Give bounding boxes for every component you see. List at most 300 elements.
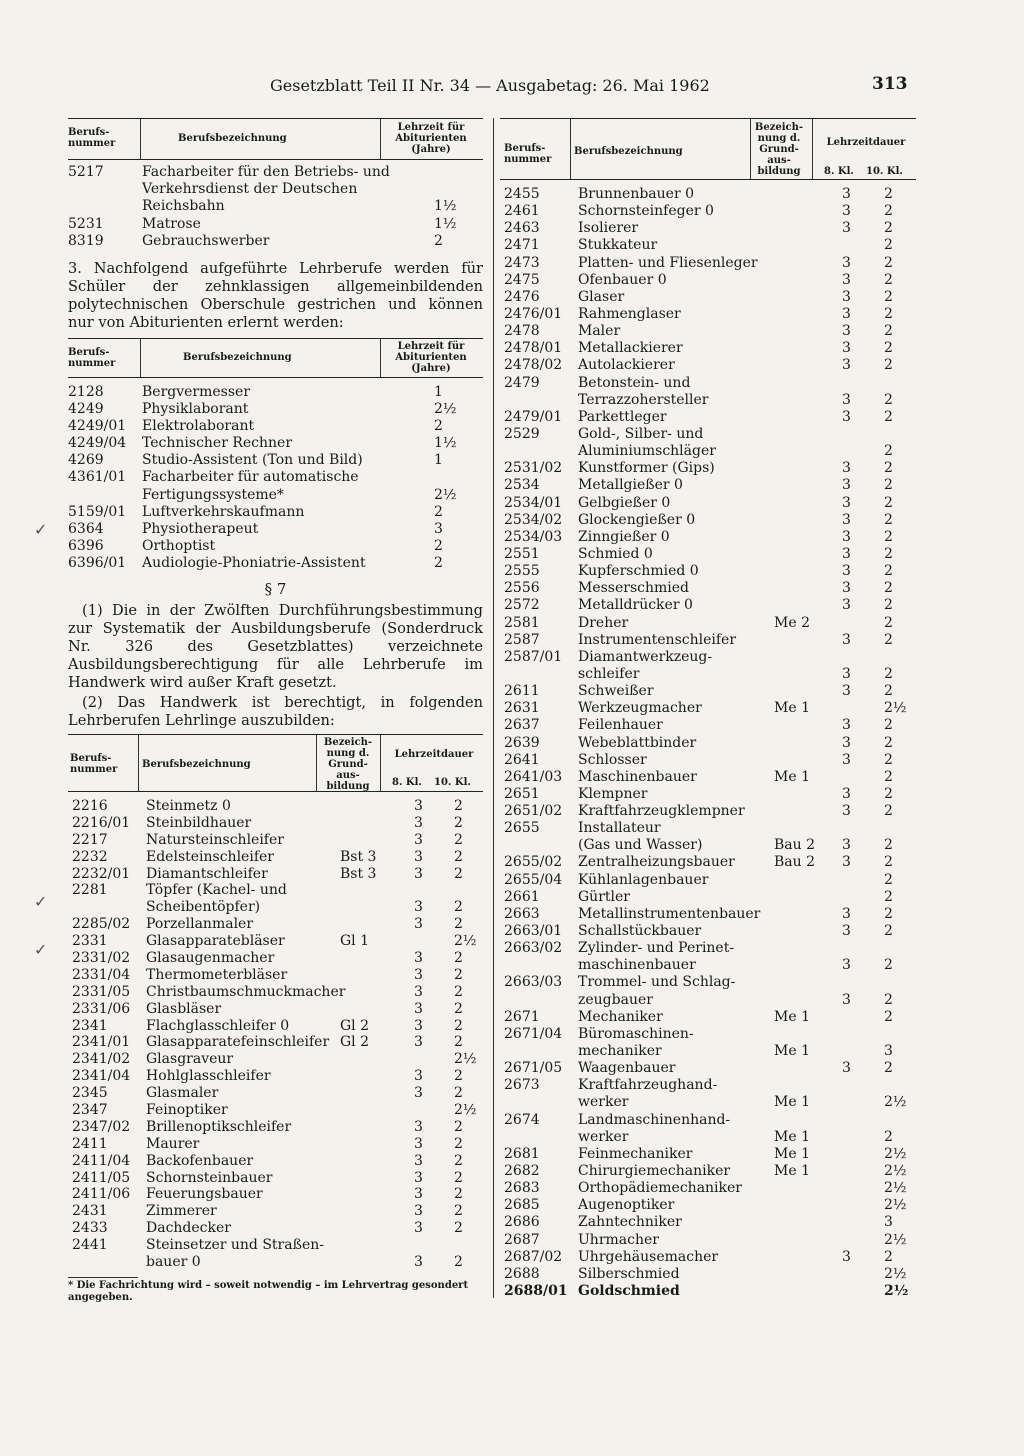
table1-col-nr: Berufs-nummer xyxy=(68,127,116,149)
row-8-klasse: 3 xyxy=(842,734,851,751)
row-name: Feilenhauer xyxy=(578,717,663,734)
row-8-klasse: 3 xyxy=(842,494,851,511)
row-number: 6396/01 xyxy=(68,554,127,571)
row-number: 2556 xyxy=(504,580,540,597)
row-8-klasse: 3 xyxy=(842,854,851,871)
table-row xyxy=(500,1146,916,1163)
row-10-klasse: 2 xyxy=(884,460,893,477)
row-8-klasse: 3 xyxy=(842,1060,851,1077)
row-name: Maschinenbauer xyxy=(578,768,697,785)
row-grundausbildung: Bau 2 xyxy=(774,854,816,871)
row-name: Büromaschinen- xyxy=(578,1025,694,1042)
table-row xyxy=(500,597,916,614)
row-name: maschinenbauer xyxy=(578,957,696,974)
table-row xyxy=(500,1180,916,1197)
row-name: Bergvermesser xyxy=(142,383,251,400)
table-row xyxy=(500,203,916,220)
table-row xyxy=(500,1214,916,1231)
row-grundausbildung: Me 1 xyxy=(774,1008,810,1025)
row-number: 2341/02 xyxy=(72,1051,131,1068)
row-10-klasse: 2 xyxy=(454,1118,463,1135)
row-name: Metallackierer xyxy=(578,340,683,357)
section-7-paragraph-1: (1) Die in der Zwölften Durchführungsbestimmung zur Systematik der Ausbildungsberufe (Sonderdruck Nr. 326 des Gesetzblattes) verzeichnete Ausbildungsberechtigung für alle Lehrberufe im Handwerk wird außer Kraft gesetzt. xyxy=(68,601,483,691)
row-10-klasse: 2 xyxy=(884,203,893,220)
row-number: 2476 xyxy=(504,288,540,305)
row-10-klasse: 2 xyxy=(884,1128,893,1145)
table-row xyxy=(500,340,916,357)
row-name: Metallinstrumentenbauer xyxy=(578,905,761,922)
row-number: 2232/01 xyxy=(72,865,131,882)
row-8-klasse: 3 xyxy=(842,408,851,425)
row-name: Schornsteinbauer xyxy=(146,1169,273,1186)
row-10-klasse: 2 xyxy=(884,1008,893,1025)
row-number: 2478/01 xyxy=(504,340,563,357)
row-10-klasse: 2 xyxy=(884,340,893,357)
row-name: Gold-, Silber- und xyxy=(578,425,704,442)
row-number: 2641/03 xyxy=(504,768,563,785)
table3-col-nr: Berufs-nummer xyxy=(70,752,118,775)
row-8-klasse: 3 xyxy=(842,340,851,357)
row-8-klasse: 3 xyxy=(842,305,851,322)
row-name: Terrazzohersteller xyxy=(578,391,709,408)
table-row xyxy=(500,580,916,597)
row-name: Steinsetzer und Straßen- xyxy=(146,1237,324,1254)
row-name: Messerschmied xyxy=(578,580,690,597)
row-number: 2478/02 xyxy=(504,357,563,374)
row-name: Kunstformer (Gips) xyxy=(578,460,715,477)
row-number: 2581 xyxy=(504,614,540,631)
row-10-klasse: 2 xyxy=(884,288,893,305)
row-8-klasse: 3 xyxy=(414,1152,423,1169)
row-name: Physiotherapeut xyxy=(142,520,259,537)
table-row xyxy=(68,538,483,555)
row-10-klasse: 2 xyxy=(884,888,893,905)
table-row xyxy=(500,1163,916,1180)
table-row xyxy=(68,1018,483,1035)
table-row xyxy=(68,1001,483,1018)
row-name: Kraftfahrzeugklempner xyxy=(578,803,745,820)
row-10-klasse: 2 xyxy=(884,494,893,511)
row-number: 2475 xyxy=(504,271,540,288)
table-row xyxy=(500,289,916,306)
row-8-klasse: 3 xyxy=(414,1186,423,1203)
row-name: Matrose xyxy=(142,215,201,232)
row-duration: 2 xyxy=(434,232,443,249)
row-10-klasse: 2 xyxy=(884,717,893,734)
row-name: mechaniker xyxy=(578,1043,662,1060)
row-grundausbildung: Me 1 xyxy=(774,1043,810,1060)
row-name: Silberschmied xyxy=(578,1265,680,1282)
table-row xyxy=(500,717,916,734)
row-10-klasse: 3 xyxy=(884,1214,893,1231)
row-number: 2216 xyxy=(72,797,108,814)
row-8-klasse: 3 xyxy=(414,1220,423,1237)
row-number: 2341/01 xyxy=(72,1034,131,1051)
row-10-klasse: 2 xyxy=(454,797,463,814)
row-grundausbildung: Me 1 xyxy=(774,1094,810,1111)
row-number: 2663/03 xyxy=(504,974,563,991)
row-number: 2674 xyxy=(504,1111,540,1128)
row-8-klasse: 3 xyxy=(842,837,851,854)
row-number: 4361/01 xyxy=(68,469,127,486)
row-10-klasse: 2 xyxy=(454,1135,463,1152)
row-8-klasse: 3 xyxy=(842,271,851,288)
row-number: 2285/02 xyxy=(72,916,131,933)
row-10-klasse: 2 xyxy=(884,357,893,374)
row-number: 2431 xyxy=(72,1203,108,1220)
row-10-klasse: 2½ xyxy=(884,1265,907,1282)
row-number: 2411/05 xyxy=(72,1169,131,1186)
table-row xyxy=(68,469,483,486)
row-name: Webeblattbinder xyxy=(578,734,697,751)
table-row xyxy=(68,967,483,984)
row-10-klasse: 2 xyxy=(884,237,893,254)
row-8-klasse: 3 xyxy=(414,1068,423,1085)
row-number: 2611 xyxy=(504,683,540,700)
table4-col-10: 10. Kl. xyxy=(866,166,903,177)
row-name: Maler xyxy=(578,323,621,340)
table-row xyxy=(68,418,483,435)
table-row xyxy=(500,1026,916,1043)
row-name: Elektrolaborant xyxy=(142,418,255,435)
row-10-klasse: 2 xyxy=(454,1169,463,1186)
row-name: Uhrmacher xyxy=(578,1231,659,1248)
row-10-klasse: 2½ xyxy=(454,933,477,950)
table-row xyxy=(500,735,916,752)
row-number: 2479 xyxy=(504,374,540,391)
row-10-klasse: 2 xyxy=(454,966,463,983)
row-name: Dachdecker xyxy=(146,1220,231,1237)
row-number: 2534/01 xyxy=(504,494,563,511)
row-number: 2687/02 xyxy=(504,1248,563,1265)
table-row xyxy=(500,357,916,374)
table-row xyxy=(68,1051,483,1068)
row-name: Scheibentöpfer) xyxy=(146,899,261,916)
table-row xyxy=(500,272,916,289)
row-10-klasse: 2½ xyxy=(884,1180,907,1197)
row-number: 2534 xyxy=(504,477,540,494)
table-row xyxy=(68,1254,483,1271)
row-number: 2476/01 xyxy=(504,305,563,322)
row-grundausbildung: Me 2 xyxy=(774,614,810,631)
row-number: 2661 xyxy=(504,888,540,905)
row-8-klasse: 3 xyxy=(414,1034,423,1051)
row-number: 2281 xyxy=(72,882,108,899)
row-name: Feinmechaniker xyxy=(578,1145,693,1162)
row-8-klasse: 3 xyxy=(414,983,423,1000)
row-name: Zimmerer xyxy=(146,1203,217,1220)
row-8-klasse: 3 xyxy=(414,1085,423,1102)
row-8-klasse: 3 xyxy=(842,460,851,477)
table-row xyxy=(68,1085,483,1102)
row-duration: 2 xyxy=(434,554,443,571)
row-number: 2655/02 xyxy=(504,854,563,871)
row-10-klasse: 2 xyxy=(884,545,893,562)
row-name: Isolierer xyxy=(578,220,639,237)
row-name: Zahntechniker xyxy=(578,1214,682,1231)
row-number: 2461 xyxy=(504,203,540,220)
table-row xyxy=(68,866,483,883)
row-number: 2441 xyxy=(72,1237,108,1254)
row-10-klasse: 2 xyxy=(884,734,893,751)
table-row xyxy=(68,164,483,181)
table3-col-bez: Berufsbezeichnung xyxy=(142,758,251,770)
row-number: 2433 xyxy=(72,1220,108,1237)
row-name: Gürtler xyxy=(578,888,630,905)
table-row xyxy=(68,1203,483,1220)
row-name: Orthoptist xyxy=(142,537,216,554)
row-name: Rahmenglaser xyxy=(578,305,681,322)
row-name: Platten- und Fliesenleger xyxy=(578,254,758,271)
row-name: Dreher xyxy=(578,614,629,631)
row-name: Mechaniker xyxy=(578,1008,663,1025)
row-8-klasse: 3 xyxy=(842,717,851,734)
row-8-klasse: 3 xyxy=(842,631,851,648)
footnote-rule xyxy=(68,1277,138,1278)
row-number: 5159/01 xyxy=(68,503,127,520)
row-8-klasse: 3 xyxy=(414,899,423,916)
table-row xyxy=(68,198,483,215)
row-8-klasse: 3 xyxy=(842,511,851,528)
row-name: Schallstückbauer xyxy=(578,923,702,940)
row-10-klasse: 2 xyxy=(454,831,463,848)
row-10-klasse: 2½ xyxy=(884,1283,909,1299)
row-10-klasse: 2 xyxy=(884,408,893,425)
table-row xyxy=(68,181,483,198)
table-row xyxy=(500,837,916,854)
table-row xyxy=(500,563,916,580)
row-name: schleifer xyxy=(578,665,640,682)
row-number: 2639 xyxy=(504,734,540,751)
table-row xyxy=(500,443,916,460)
row-8-klasse: 3 xyxy=(842,665,851,682)
row-name: Thermometerbläser xyxy=(146,966,288,983)
row-name: Klempner xyxy=(578,785,648,802)
row-name: Fertigungssysteme* xyxy=(142,486,284,503)
row-number: 2331/04 xyxy=(72,966,131,983)
row-10-klasse: 2 xyxy=(884,1248,893,1265)
paragraph-3: 3. Nachfolgend aufgeführte Lehrberufe werden für Schüler der zehnklassigen allgemeinbildenden polytechnischen Oberschule gestrichen und können nur von Abiturienten erlernt werden: xyxy=(68,259,483,331)
table-row xyxy=(68,849,483,866)
row-10-klasse: 2 xyxy=(454,1000,463,1017)
row-8-klasse: 3 xyxy=(842,545,851,562)
row-name: Glasbläser xyxy=(146,1000,222,1017)
row-name: Werkzeugmacher xyxy=(578,700,702,717)
row-10-klasse: 2 xyxy=(884,854,893,871)
row-10-klasse: 2½ xyxy=(884,1145,907,1162)
row-name: Diamantschleifer xyxy=(146,865,268,882)
row-8-klasse: 3 xyxy=(414,831,423,848)
table-row xyxy=(500,426,916,443)
row-10-klasse: 2½ xyxy=(454,1051,477,1068)
table-row xyxy=(68,384,483,401)
row-10-klasse: 2 xyxy=(884,323,893,340)
table-row xyxy=(500,872,916,889)
table4-col-lz: Lehrzeitdauer xyxy=(826,137,906,148)
row-name: Steinmetz 0 xyxy=(146,797,231,814)
row-name: Ofenbauer 0 xyxy=(578,271,667,288)
row-name: Zylinder- und Perinet- xyxy=(578,940,735,957)
row-number: 2686 xyxy=(504,1214,540,1231)
table-row xyxy=(500,512,916,529)
row-grundausbildung: Bau 2 xyxy=(774,837,816,854)
row-number: 2663/02 xyxy=(504,940,563,957)
row-number: 2631 xyxy=(504,700,540,717)
table-row xyxy=(500,786,916,803)
row-10-klasse: 2 xyxy=(884,254,893,271)
table-row xyxy=(68,882,483,899)
row-number: 2534/03 xyxy=(504,528,563,545)
row-number: 2331/05 xyxy=(72,983,131,1000)
row-name: Audiologie-Phoniatrie-Assistent xyxy=(142,554,366,571)
row-10-klasse: 2 xyxy=(884,905,893,922)
row-number: 2555 xyxy=(504,563,540,580)
row-number: 2683 xyxy=(504,1180,540,1197)
row-10-klasse: 2 xyxy=(884,186,893,202)
row-10-klasse: 2 xyxy=(884,683,893,700)
table-row xyxy=(500,1094,916,1111)
row-number: 2531/02 xyxy=(504,460,563,477)
row-number: 2587/01 xyxy=(504,648,563,665)
table4-col-8: 8. Kl. xyxy=(824,166,854,177)
table-row xyxy=(500,495,916,512)
row-name: Zentralheizungsbauer xyxy=(578,854,735,871)
row-grundausbildung: Me 1 xyxy=(774,1145,810,1162)
table-row xyxy=(500,323,916,340)
table-row xyxy=(500,700,916,717)
table-row xyxy=(500,974,916,991)
row-number: 2655/04 xyxy=(504,871,563,888)
row-8-klasse: 3 xyxy=(414,966,423,983)
row-name: bauer 0 xyxy=(146,1254,201,1271)
table-row xyxy=(500,529,916,546)
row-number: 2671/05 xyxy=(504,1060,563,1077)
row-8-klasse: 3 xyxy=(842,803,851,820)
table-row xyxy=(500,477,916,494)
row-8-klasse: 3 xyxy=(414,916,423,933)
row-number: 2479/01 xyxy=(504,408,563,425)
row-name: Physiklaborant xyxy=(142,401,249,418)
row-10-klasse: 2½ xyxy=(454,1102,477,1118)
row-8-klasse: 3 xyxy=(842,391,851,408)
row-8-klasse: 3 xyxy=(842,477,851,494)
row-duration: 1½ xyxy=(434,215,457,232)
row-name: Metalldrücker 0 xyxy=(578,597,693,614)
row-number: 2529 xyxy=(504,425,540,442)
row-8-klasse: 3 xyxy=(842,563,851,580)
row-name: Trommel- und Schlag- xyxy=(578,974,736,991)
row-10-klasse: 2½ xyxy=(884,1231,907,1248)
row-name: Glaser xyxy=(578,288,625,305)
table-row xyxy=(500,683,916,700)
table-row xyxy=(68,1220,483,1237)
row-number: 2471 xyxy=(504,237,540,254)
row-number: 6364 xyxy=(68,520,104,537)
table-row xyxy=(68,1170,483,1187)
table-row xyxy=(68,832,483,849)
table2-body xyxy=(68,384,483,572)
table4-body xyxy=(500,186,916,1300)
row-name: (Gas und Wasser) xyxy=(578,837,703,854)
row-number: 2663/01 xyxy=(504,923,563,940)
row-name: Betonstein- und xyxy=(578,374,691,391)
table2-header xyxy=(68,338,483,378)
row-number: 2655 xyxy=(504,820,540,837)
row-number: 2345 xyxy=(72,1085,108,1102)
row-8-klasse: 3 xyxy=(842,1248,851,1265)
table-row xyxy=(68,984,483,1001)
row-8-klasse: 3 xyxy=(414,1135,423,1152)
table-row xyxy=(500,906,916,923)
row-10-klasse: 2 xyxy=(884,631,893,648)
row-duration: 3 xyxy=(434,520,443,537)
table-row xyxy=(500,615,916,632)
table3-col-10: 10. Kl. xyxy=(434,776,471,788)
table-row xyxy=(68,1102,483,1119)
row-duration: 2½ xyxy=(434,401,457,418)
row-8-klasse: 3 xyxy=(842,357,851,374)
table-row xyxy=(500,1266,916,1283)
row-name: Facharbeiter für automatische xyxy=(142,469,359,486)
page-number: 313 xyxy=(872,74,908,94)
row-name: Schmied 0 xyxy=(578,545,653,562)
row-number: 2637 xyxy=(504,717,540,734)
table1-header xyxy=(68,118,483,160)
row-10-klasse: 3 xyxy=(884,1043,893,1060)
table-row xyxy=(68,815,483,832)
table-row xyxy=(500,820,916,837)
row-grundausbildung: Gl 2 xyxy=(340,1017,370,1034)
row-10-klasse: 2 xyxy=(884,563,893,580)
right-column xyxy=(500,118,916,1300)
table-row xyxy=(68,435,483,452)
row-name: Facharbeiter für den Betriebs- und xyxy=(142,164,390,180)
row-8-klasse: 3 xyxy=(842,991,851,1008)
row-name: Augenoptiker xyxy=(578,1197,675,1214)
row-name: Flachglasschleifer 0 xyxy=(146,1017,290,1034)
table-row xyxy=(500,392,916,409)
table-row xyxy=(500,375,916,392)
row-number: 2673 xyxy=(504,1077,540,1094)
row-number: 2651/02 xyxy=(504,803,563,820)
row-number: 2685 xyxy=(504,1197,540,1214)
row-number: 2688/01 xyxy=(504,1283,568,1299)
row-duration: 1 xyxy=(434,383,443,400)
row-name: Glasaugenmacher xyxy=(146,949,275,966)
row-8-klasse: 3 xyxy=(414,1254,423,1271)
row-name: Porzellanmaler xyxy=(146,916,254,933)
row-grundausbildung: Me 1 xyxy=(774,1163,810,1180)
table3-col-8: 8. Kl. xyxy=(392,776,422,788)
row-name: Edelsteinschleifer xyxy=(146,848,274,865)
table1-body xyxy=(68,164,483,250)
table-row xyxy=(500,940,916,957)
row-name: Orthopädiemechaniker xyxy=(578,1180,742,1197)
table-row xyxy=(500,923,916,940)
table3-col-lz: Lehrzeitdauer xyxy=(394,748,474,760)
row-8-klasse: 3 xyxy=(842,683,851,700)
table2-col-nr: Berufs-nummer xyxy=(68,346,116,369)
row-8-klasse: 3 xyxy=(414,1118,423,1135)
row-10-klasse: 2 xyxy=(454,1254,463,1271)
row-number: 2671/04 xyxy=(504,1025,563,1042)
row-duration: 2½ xyxy=(434,486,457,503)
row-number: 2651 xyxy=(504,785,540,802)
row-10-klasse: 2 xyxy=(884,957,893,974)
table-row xyxy=(500,992,916,1009)
row-10-klasse: 2 xyxy=(884,391,893,408)
margin-mark: ✓ xyxy=(34,892,48,911)
